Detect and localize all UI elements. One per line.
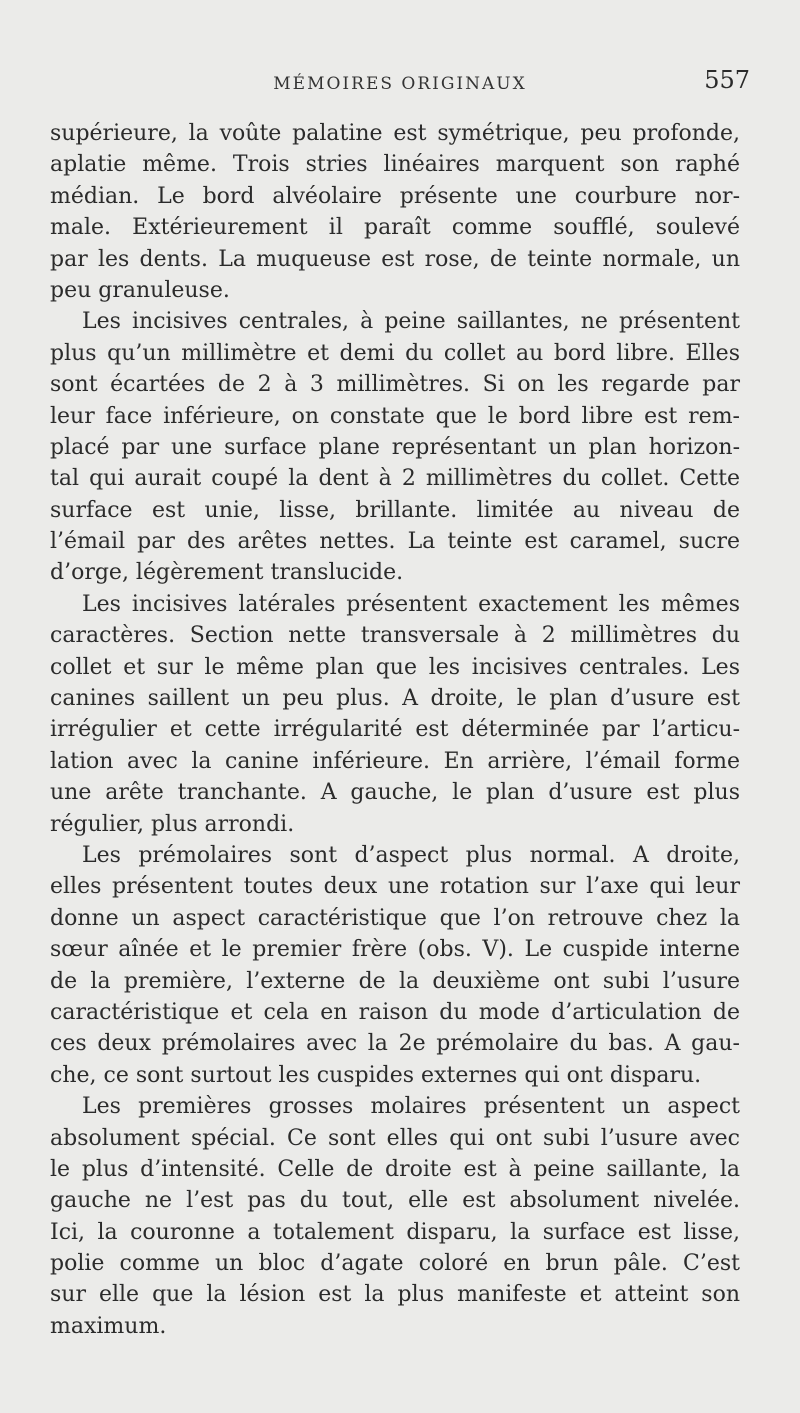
text-line: caractéristique et cela en raison du mode d’articulation de (50, 999, 740, 1025)
text-line: une arête tranchante. A gauche, le plan d’usure est plus (50, 780, 740, 806)
text-line: male. Extérieurement il paraît comme soufflé, soulevé (50, 215, 740, 241)
text-line: canines saillent un peu plus. A droite, le plan d’usure est (50, 686, 740, 712)
text-line: Ici, la couronne a totalement disparu, la surface est lisse, (50, 1219, 740, 1245)
text-line: supérieure, la voûte palatine est symétrique, peu profonde, (50, 121, 740, 146)
text-line: peu granuleuse. (50, 277, 230, 303)
text-line: d’orge, légèrement translucide. (50, 560, 404, 586)
text-line: de la première, l’externe de la deuxième ont subi l’usure (50, 968, 740, 994)
body-text (50, 118, 740, 1342)
text-line: gauche ne l’est pas du tout, elle est absolument nivelée. (50, 1188, 740, 1214)
text-line: absolument spécial. Ce sont elles qui ont subi l’usure avec (50, 1125, 740, 1151)
text-line: Les incisives latérales présentent exactement les mêmes (82, 591, 740, 617)
text-line: tal qui aurait coupé la dent à 2 millimètres du collet. Cette (50, 466, 740, 492)
page-header (60, 66, 750, 102)
text-line: lation avec la canine inférieure. En arrière, l’émail forme (50, 748, 740, 774)
text-line: maximum. (50, 1313, 167, 1339)
text-line: Les incisives centrales, à peine saillantes, ne présentent (82, 309, 740, 335)
text-line: sur elle que la lésion est la plus manifeste et atteint son (50, 1282, 740, 1308)
page-number: 557 (704, 66, 750, 94)
text-line: elles présentent toutes deux une rotation sur l’axe qui leur (50, 874, 740, 900)
text-line: Les prémolaires sont d’aspect plus normal. A droite, (82, 842, 740, 868)
text-line: che, ce sont surtout les cuspides externes qui ont disparu. (50, 1062, 702, 1088)
text-line: régulier, plus arrondi. (50, 811, 295, 837)
text-line: Les premières grosses molaires présentent un aspect (82, 1094, 740, 1120)
text-line: le plus d’intensité. Celle de droite est à peine saillante, la (50, 1156, 740, 1182)
text-line: sont écartées de 2 à 3 millimètres. Si on les regarde par (50, 372, 740, 398)
text-line: plus qu’un millimètre et demi du collet au bord libre. Elles (50, 340, 740, 366)
text-line: donne un aspect caractéristique que l’on retrouve chez la (50, 905, 740, 931)
text-line: polie comme un bloc d’agate coloré en brun pâle. C’est (50, 1251, 740, 1277)
text-line: par les dents. La muqueuse est rose, de teinte normale, un (50, 246, 740, 272)
text-line: collet et sur le même plan que les incisives centrales. Les (50, 654, 740, 680)
text-line: caractères. Section nette transversale à 2 millimètres du (50, 623, 740, 649)
text-line: placé par une surface plane représentant un plan horizon- (50, 434, 740, 460)
text-line: sœur aînée et le premier frère (obs. V). Le cuspide interne (50, 937, 740, 963)
text-line: l’émail par des arêtes nettes. La teinte est caramel, sucre (50, 529, 740, 555)
running-title: MÉMOIRES ORIGINAUX (273, 74, 527, 94)
text-line: irrégulier et cette irrégularité est déterminée par l’articu- (50, 717, 740, 743)
text-line: aplatie même. Trois stries linéaires marquent son raphé (50, 152, 740, 178)
text-line: leur face inférieure, on constate que le bord libre est rem- (50, 403, 740, 429)
text-line: surface est unie, lisse, brillante. limitée au niveau de (50, 497, 740, 523)
text-line: ces deux prémolaires avec la 2e prémolaire du bas. A gau- (50, 1031, 740, 1057)
text-line: médian. Le bord alvéolaire présente une courbure nor- (50, 183, 740, 209)
